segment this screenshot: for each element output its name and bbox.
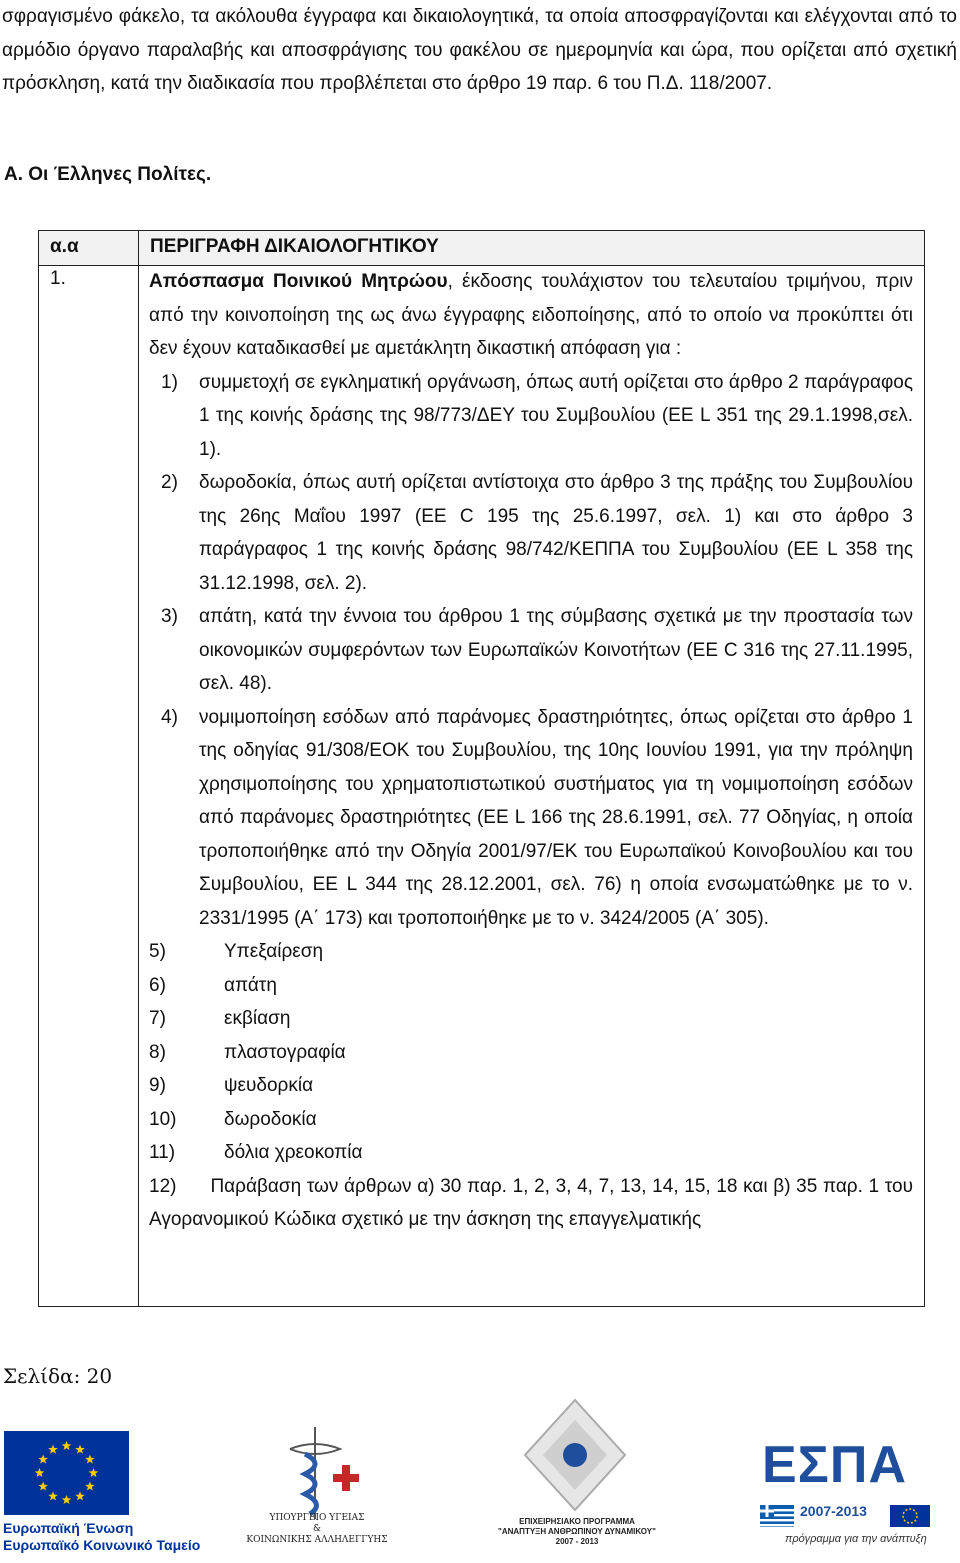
item-bold-title: Απόσπασμα Ποινικού Μητρώου — [149, 271, 448, 292]
list-item — [149, 1136, 913, 1170]
espa-slogan: πρόγραμμα για την ανάπτυξη — [785, 1533, 927, 1545]
list-item-number: 8) — [149, 1041, 166, 1063]
program-emblem-icon — [515, 1395, 635, 1530]
page-number: Σελίδα: 20 — [3, 1364, 113, 1388]
list-item-number: 7) — [149, 1008, 166, 1029]
list-item-last — [149, 1170, 913, 1237]
footer-logos — [0, 1395, 960, 1563]
list-item-number: 6) — [149, 974, 166, 996]
list-item — [149, 1002, 913, 1036]
sub-item — [149, 466, 913, 600]
sub-item-text: απάτη, κατά την έννοια του άρθρου 1 της σύμβασης σχετικά με την προστασία των οικονομικών συμφερόντων των Ευρωπαϊκών Κοινοτήτων (ΕΕ C 316 της 27.11.1995, σελ. 48). — [199, 606, 913, 694]
list-item — [149, 1103, 913, 1137]
eu-small-flag-icon — [890, 1505, 930, 1527]
list-item-number: 10) — [149, 1108, 177, 1130]
list-item-number: 9) — [149, 1075, 166, 1096]
item-intro-paragraph — [149, 265, 913, 366]
list-item-text: εκβίαση — [224, 1008, 291, 1029]
list-item-text: δωροδοκία — [224, 1108, 317, 1130]
sub-item — [149, 600, 913, 701]
sub-item-text: συμμετοχή σε εγκληματική οργάνωση, όπως αυτή ορίζεται στο άρθρο 2 παράγραφος 1 της κοινής δράσης της 98/773/ΔΕΥ του Συμβουλίου (ΕΕ L 351 της 29.1.1998,σελ. 1). — [199, 371, 913, 460]
list-item-text: δόλια χρεοκοπία — [224, 1142, 363, 1163]
program-line3: 2007 - 2013 — [555, 1537, 599, 1546]
section-title: Α. Οι Έλληνες Πολίτες. — [4, 164, 212, 185]
greek-flag-icon — [760, 1505, 794, 1527]
ministry-line2: & — [312, 1524, 321, 1534]
sub-item — [149, 701, 913, 936]
program-line2: "ΑΝΑΠΤΥΞΗ ΑΝΘΡΩΠΙΝΟΥ ΔΥΝΑΜΙΚΟΥ" — [498, 1527, 656, 1536]
program-caption — [482, 1517, 672, 1547]
list-item-number: 11) — [149, 1142, 176, 1163]
list-item — [149, 1069, 913, 1103]
header-title-cell: ΠΕΡΙΓΡΑΦΗ ΔΙΚΑΙΟΛΟΓΗΤΙΚΟΥ — [150, 236, 439, 257]
item-intro-text: , έκδοσης τουλάχιστον του τελευταίου τριμήνου, πριν από την κοινοποίηση της ως άνω έγγραφης ειδοποίησης, από το οποίο να προκύπτει ότι δεν έχουν καταδικασθεί με αμετάκλητη δικαστική απόφαση για : — [149, 271, 913, 359]
requirements-table — [38, 230, 925, 1307]
list-item — [149, 969, 913, 1003]
list-item — [149, 935, 913, 969]
eu-caption-line1: Ευρωπαϊκή Ένωση — [3, 1520, 134, 1536]
sub-item-number: 4) — [161, 706, 178, 728]
list-item-text: Υπεξαίρεση — [224, 941, 324, 962]
list-item-number: 12) — [149, 1175, 177, 1197]
program-line1: ΕΠΙΧΕΙΡΗΣΙΑΚΟ ΠΡΟΓΡΑΜΜΑ — [519, 1517, 635, 1526]
intro-paragraph: σφραγισμένο φάκελο, τα ακόλουθα έγγραφα και δικαιολογητικά, τα οποία αποσφραγίζονται και ελέγχονται από το αρμόδιο όργανο παραλαβής και αποσφράγισης του φακέλου σε ημερομηνία και ώρα, που ορίζεται από σχετική πρόσκληση, κατά την διαδικασία που προβλέπεται στο άρθρο 19 παρ. 6 του Π.Δ. 118/2007. — [2, 6, 957, 94]
list-item-text: πλαστογραφία — [224, 1041, 346, 1063]
item-description — [149, 265, 913, 1237]
sub-item — [149, 366, 913, 467]
espa-logo-word: ΕΣΠΑ — [762, 1436, 907, 1494]
eu-caption — [3, 1520, 200, 1554]
ministry-line3: ΚΟΙΝΩΝΙΚΗΣ ΑΛΛΗΛΕΓΓΥΗΣ — [246, 1535, 388, 1545]
ministry-line1: ΥΠΟΥΡΓΕΙΟ ΥΓΕΙΑΣ — [269, 1513, 365, 1523]
column-divider — [138, 231, 139, 1306]
sub-item-text: νομιμοποίηση εσόδων από παράνομες δραστηριότητες, όπως ορίζεται στο άρθρο 1 της οδηγίας 91/308/ΕΟΚ του Συμβουλίου, της 10ης Ιουνίου 1991, για την πρόληψη χρησιμοποίησης του χρηματοπιστωτικού συστήματος για τη νομιμοποίηση εσόδων από παράνομες δραστηριότητες (ΕΕ L 166 της 28.6.1991, σελ. 77 Οδηγίας, η οποία τροποποιήθηκε από την Οδηγία 2001/97/ΕΚ του Ευρωπαϊκού Κοινοβουλίου και του Συμβουλίου, ΕΕ L 344 της 28.12.2001, σελ. 76) η οποία ενσωματώθηκε με το ν. 2331/1995 (Α΄ 173) και τροποποιήθηκε με το ν. 3424/2005 (Α΄ 305). — [199, 706, 913, 929]
sub-item-text: δωροδοκία, όπως αυτή ορίζεται αντίστοιχα στο άρθρο 3 της πράξης του Συμβουλίου της 26ης Μαΐου 1997 (ΕΕ C 195 της 25.6.1997, σελ. 1) και στο άρθρο 3 παράγραφος 1 της κοινής δράσης 98/742/ΚΕΠΠΑ του Συμβουλίου (ΕΕ L 358 της 31.12.1998, σελ. 2). — [199, 472, 913, 594]
sub-item-number: 2) — [161, 472, 178, 493]
sub-item-number: 3) — [161, 606, 178, 627]
ministry-caption — [232, 1513, 402, 1546]
espa-years: 2007-2013 — [800, 1503, 867, 1519]
header-code-cell: α.α — [50, 236, 79, 257]
list-item-text: ψευδορκία — [224, 1075, 314, 1096]
intro-paragraph-block — [2, 0, 957, 101]
eu-flag-icon — [4, 1431, 129, 1515]
list-item-text: απάτη — [224, 974, 277, 996]
table-header — [39, 231, 924, 266]
item-number: 1. — [50, 268, 66, 289]
eu-caption-line2: Ευρωπαϊκό Κοινωνικό Ταμείο — [3, 1537, 201, 1553]
list-item-text: Παράβαση των άρθρων α) 30 παρ. 1, 2, 3, 4, 7, 13, 14, 15, 18 και β) 35 παρ. 1 του Αγορανομικού Κώδικα σχετικό με την άσκηση της επαγγελματικής — [149, 1175, 913, 1230]
list-item-number: 5) — [149, 941, 166, 962]
list-item — [149, 1036, 913, 1070]
sub-item-number: 1) — [161, 371, 178, 393]
